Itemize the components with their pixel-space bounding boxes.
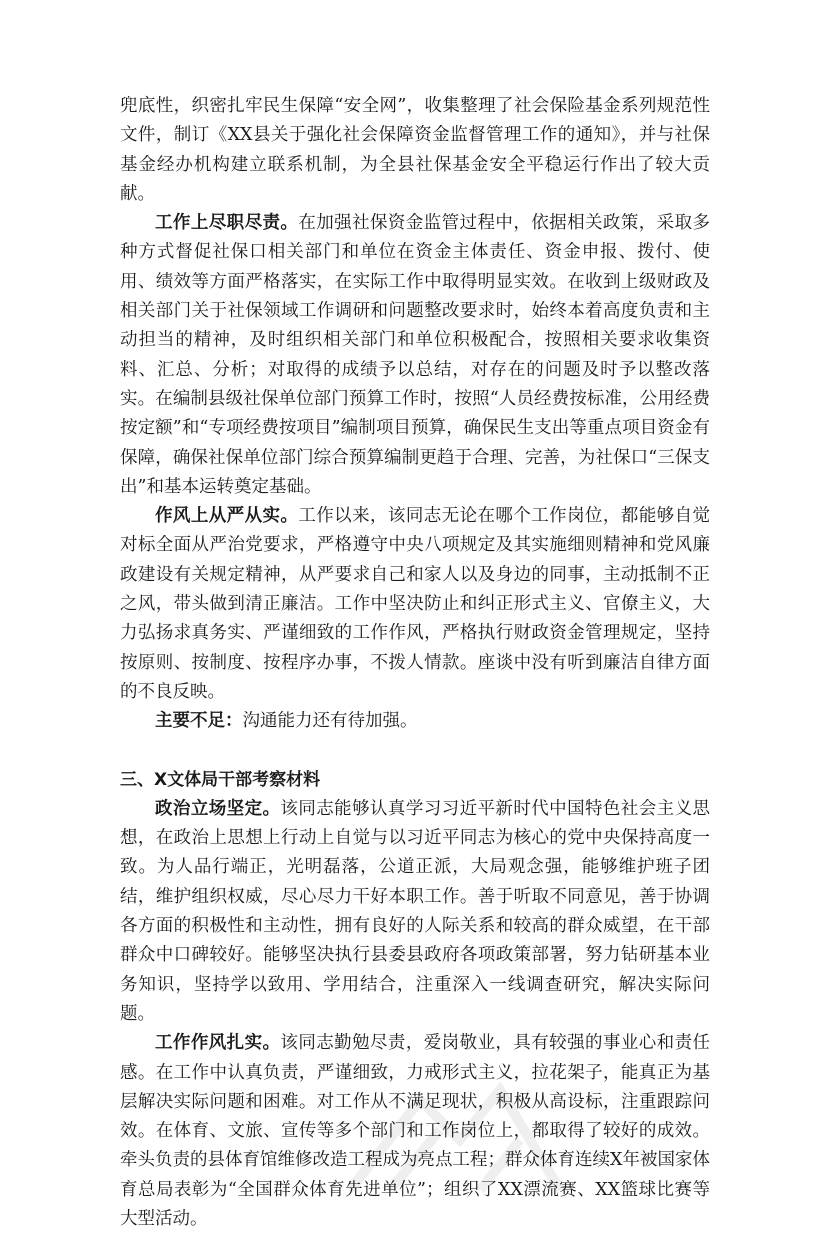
work-duty-text: 在加强社保资金监管过程中，依据相关政策，采取多种方式督促社保口相关部门和单位在资金主体责任、资金申报、拨付、使用、绩效等方面严格落实，在实际工作中取得明显实效。在收到上级财政及相关部门关于社保领域工作调研和问题整改要求时，始终本着高度负责和主动担当的精神，及时组织相关部门和单位积极配合，按照相关要求收集资料、汇总、分析；对取得的成绩予以总结，对存在的问题及时予以整改落实。在编制县级社保单位部门预算工作时，按照“人员经费按标准，公用经费按定额”和“专项经费按项目”编制项目预算，确保民生支出等重点项目资金有保障，确保社保单位部门综合预算编制更趋于合理、完善，为社保口“三保支出”和基本运转奠定基础。 [120, 213, 711, 497]
shortcoming-text: 沟通能力还有待加强。 [242, 711, 418, 732]
work-style-heading: 工作作风扎实。 [155, 1033, 281, 1054]
conduct-text: 工作以来，该同志无论在哪个工作岗位，都能够自觉对标全面从严治党要求，严格遵守中央八项规定及其实施细则精神和党风廉政建设有关规定精神，从严要求自己和家人以及身边的同事，主动抵制不正之风，带头做到清正廉洁。工作中坚决防止和纠正形式主义、官僚主义，大力弘扬求真务实、严谨细致的工作作风，严格执行财政资金管理规定，坚持按原则、按制度、按程序办事，不拨人情款。座谈中没有听到廉洁自律方面的不良反映。 [120, 506, 711, 702]
political-heading: 政治立场坚定。 [155, 798, 281, 819]
shortcoming-heading: 主要不足： [155, 711, 243, 732]
conduct-heading: 作风上从严从实。 [155, 506, 299, 527]
conduct-paragraph [120, 502, 710, 707]
political-paragraph [120, 795, 710, 1029]
shortcoming-paragraph [120, 707, 710, 736]
section-three-title: 三、X文体局干部考察材料 [120, 769, 321, 790]
work-duty-heading: 工作上尽职尽责。 [155, 213, 299, 234]
political-text: 该同志能够认真学习习近平新时代中国特色社会主义思想，在政治上思想上行动上自觉与以习近平同志为核心的党中央保持高度一致。为人品行端正，光明磊落，公道正派，大局观念强，能够维护班子团结，维护组织权威，尽心尽力干好本职工作。善于听取不同意见，善于协调各方面的积极性和主动性，拥有良好的人际关系和较高的群众威望，在干部群众中口碑较好。能够坚决执行县委县政府各项政策部署，努力钻研基本业务知识，坚持学以致用、学用结合，注重深入一线调查研究，解决实际问题。 [120, 798, 711, 1024]
watermark-logo-icon [330, 1060, 570, 1200]
work-duty-paragraph [120, 209, 710, 502]
work-style-text: 该同志勤勉尽责，爱岗敬业，具有较强的事业心和责任感。在工作中认真负责，严谨细致，力戒形式主义，拉花架子，能真正为基层解决实际问题和困难。对工作从不满足现状，积极从高设标，注重跟踪问效。在体育、文旅、宣传等多个部门和工作岗位上，都取得了较好的成效。牵头负责的县体育馆维修改造工程成为亮点工程；群众体育连续X年被国家体育总局表彰为“全国群众体育先进单位”；组织了XX漂流赛、XX篮球比赛等大型活动。 [120, 1033, 711, 1229]
intro-paragraph: 兜底性，织密扎牢民生保障“安全网”，收集整理了社会保险基金系列规范性文件，制订《XX县关于强化社会保障资金监督管理工作的通知》，并与社保基金经办机构建立联系机制，为全县社保基金安全平稳运行作出了较大贡献。 [120, 96, 710, 204]
section-spacer [120, 737, 710, 766]
